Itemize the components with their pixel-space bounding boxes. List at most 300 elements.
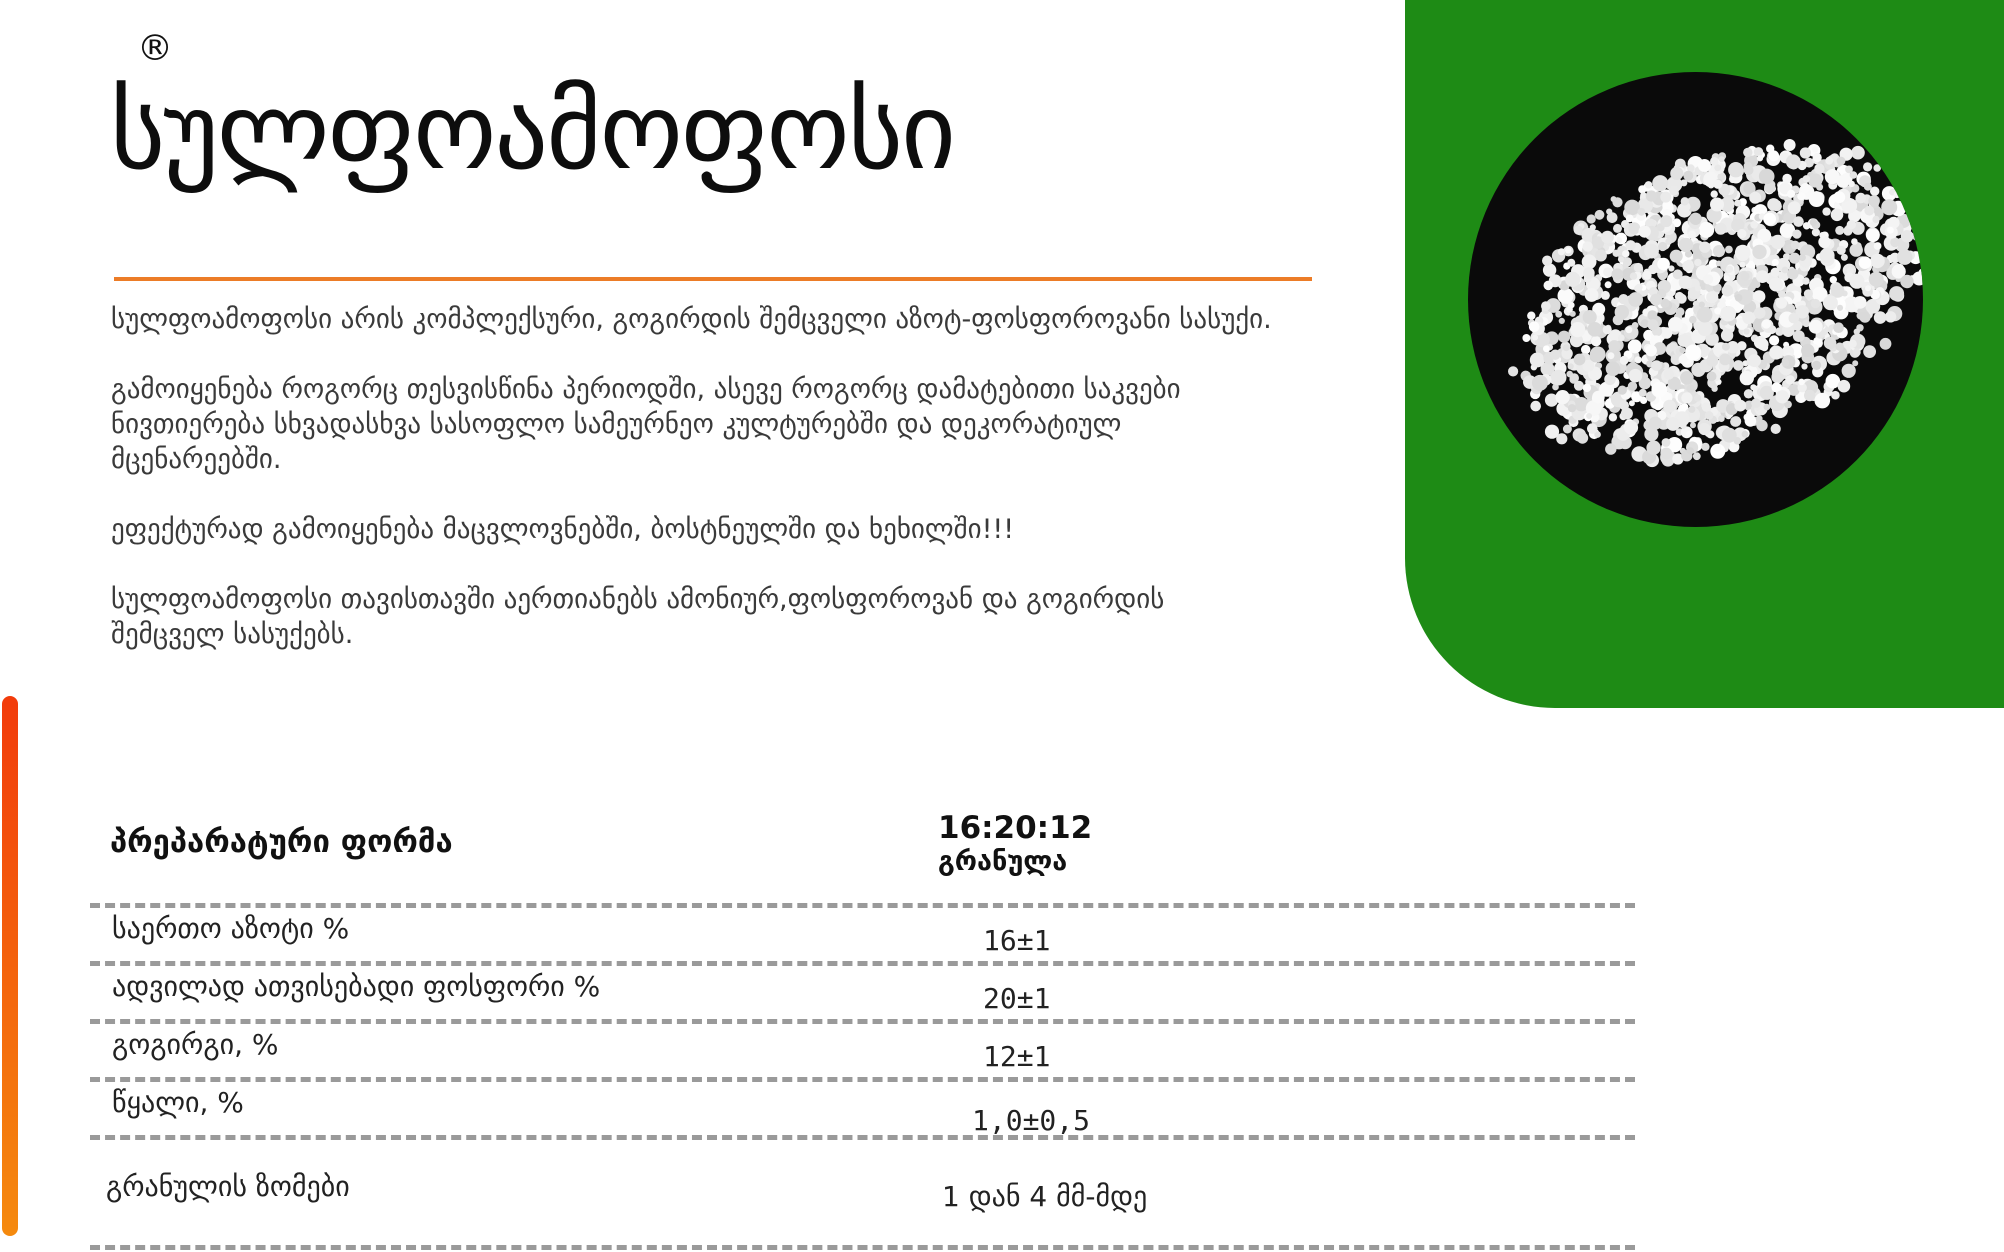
granule xyxy=(1782,267,1789,274)
granule xyxy=(1725,246,1733,254)
granule xyxy=(1757,155,1763,161)
granule xyxy=(1801,183,1811,193)
granule xyxy=(1644,244,1659,259)
granule xyxy=(1670,250,1683,263)
granule xyxy=(1706,291,1718,303)
granule xyxy=(1845,166,1853,174)
granule xyxy=(1574,226,1583,235)
granule xyxy=(1804,390,1815,401)
granule xyxy=(1859,256,1872,269)
granule xyxy=(1854,296,1867,309)
granule xyxy=(1701,443,1709,451)
granule xyxy=(1719,354,1731,366)
granule xyxy=(1613,250,1620,257)
granule xyxy=(1800,147,1811,158)
granule xyxy=(1647,310,1657,320)
granule xyxy=(1831,284,1845,298)
granule xyxy=(1660,448,1672,460)
granule xyxy=(1754,147,1763,156)
granule xyxy=(1522,334,1530,342)
granule xyxy=(1612,268,1624,280)
granule xyxy=(1645,181,1652,188)
description-paragraph: სულფოამოფოსი არის კომპლექსური, გოგირდის შემცველი აზოტ-ფოსფოროვანი სასუქი. xyxy=(111,304,1272,335)
granule xyxy=(1622,250,1629,257)
granule xyxy=(1660,192,1671,203)
granule xyxy=(1632,322,1639,329)
granule xyxy=(1762,319,1771,328)
granule xyxy=(1759,169,1775,185)
granule xyxy=(1652,175,1668,191)
granule xyxy=(1901,230,1914,243)
granule xyxy=(1735,294,1743,302)
granule xyxy=(1698,222,1714,238)
granule xyxy=(1772,259,1779,266)
granule xyxy=(1872,216,1879,223)
granule xyxy=(1863,162,1872,171)
granule xyxy=(1786,154,1801,169)
granule xyxy=(1767,198,1780,211)
granule xyxy=(1789,253,1800,264)
granule xyxy=(1699,302,1705,308)
granule xyxy=(1847,220,1856,229)
granule xyxy=(1836,343,1844,351)
granule xyxy=(1742,311,1755,324)
granule xyxy=(1587,214,1596,223)
granule xyxy=(1864,206,1874,216)
granule xyxy=(1849,340,1857,348)
granule xyxy=(1605,281,1612,288)
granule xyxy=(1881,199,1897,215)
granule xyxy=(1592,391,1605,404)
granule xyxy=(1768,150,1779,161)
granule xyxy=(1855,193,1866,204)
granule xyxy=(1634,263,1643,272)
granule xyxy=(1649,417,1662,430)
spec-value: 20±1 xyxy=(983,982,1051,1015)
granule xyxy=(1874,311,1887,324)
granule xyxy=(1757,338,1769,350)
spec-value: 1 დან 4 მმ-მდე xyxy=(942,1180,1148,1213)
granule xyxy=(1793,216,1804,227)
granule xyxy=(1801,344,1814,357)
granule xyxy=(1711,190,1718,197)
granule xyxy=(1837,305,1843,311)
granule xyxy=(1583,267,1595,279)
granule xyxy=(1833,322,1844,333)
granule xyxy=(1565,247,1571,253)
granule xyxy=(1619,401,1629,411)
granule xyxy=(1737,229,1746,238)
spec-value: 12±1 xyxy=(983,1040,1051,1073)
granule xyxy=(1544,281,1554,291)
granule xyxy=(1720,306,1736,322)
spec-row xyxy=(90,1077,1635,1140)
granule xyxy=(1626,326,1633,333)
granule xyxy=(1645,345,1657,357)
granule xyxy=(1563,344,1570,351)
granule xyxy=(1630,272,1637,279)
spec-name: გრანულის ზომები xyxy=(106,1170,350,1203)
granule xyxy=(1606,362,1621,377)
granule xyxy=(1703,274,1713,284)
granule xyxy=(1657,258,1670,271)
granule xyxy=(1771,424,1781,434)
granule xyxy=(1695,285,1701,291)
granule xyxy=(1718,415,1725,422)
granule xyxy=(1751,398,1761,408)
granule xyxy=(1551,370,1567,386)
granule xyxy=(1558,331,1570,343)
granule xyxy=(1716,261,1722,267)
granule xyxy=(1868,195,1880,207)
granule xyxy=(1749,192,1761,204)
granule xyxy=(1801,363,1807,369)
granule xyxy=(1740,371,1754,385)
granule xyxy=(1900,275,1913,288)
granule xyxy=(1869,272,1884,287)
granule xyxy=(1756,270,1769,283)
granule xyxy=(1809,320,1823,334)
granule xyxy=(1831,209,1844,222)
granule xyxy=(1651,360,1662,371)
granule xyxy=(1711,386,1717,392)
granule xyxy=(1811,299,1820,308)
granule xyxy=(1782,359,1789,366)
granule xyxy=(1613,224,1622,233)
granule xyxy=(1677,334,1690,347)
granule xyxy=(1666,417,1680,431)
granule xyxy=(1724,275,1730,281)
granule xyxy=(1563,425,1572,434)
granule xyxy=(1574,354,1586,366)
granule xyxy=(1792,230,1801,239)
granule xyxy=(1728,162,1743,177)
granule xyxy=(1628,382,1637,391)
granule xyxy=(1710,157,1719,166)
granule xyxy=(1750,221,1758,229)
granule xyxy=(1722,285,1734,297)
granule xyxy=(1595,250,1607,262)
spec-value: 1,0±0,5 xyxy=(972,1104,1091,1137)
granule xyxy=(1686,431,1692,437)
granule xyxy=(1590,224,1596,230)
granule xyxy=(1676,307,1685,316)
granule xyxy=(1687,447,1694,454)
granule xyxy=(1681,197,1689,205)
granule xyxy=(1706,355,1718,367)
granule xyxy=(1713,245,1725,257)
description-paragraph: ეფექტურად გამოიყენება მაცვლოვნებში, ბოსტნეულში და ხეხილში!!! xyxy=(111,514,1015,545)
granule xyxy=(1651,382,1667,398)
spec-name: საერთო აზოტი % xyxy=(112,912,350,945)
granule xyxy=(1742,431,1749,438)
granule xyxy=(1702,402,1711,411)
granule xyxy=(1687,385,1695,393)
granule xyxy=(1769,345,1783,359)
spec-name: ადვილად ათვისებადი ფოსფორი % xyxy=(112,970,601,1003)
granule xyxy=(1620,356,1629,365)
granule xyxy=(1587,423,1598,434)
granule xyxy=(1624,421,1638,435)
granule xyxy=(1628,292,1643,307)
granule xyxy=(1831,391,1840,400)
title-underline xyxy=(114,277,1312,281)
granule xyxy=(1866,228,1880,242)
granule xyxy=(1833,191,1845,203)
granule xyxy=(1788,201,1801,214)
granule xyxy=(1763,213,1776,226)
granule xyxy=(1854,329,1860,335)
granule xyxy=(1890,237,1900,247)
granule xyxy=(1740,272,1749,281)
granule xyxy=(1603,267,1612,276)
granule xyxy=(1577,432,1588,443)
granule xyxy=(1885,311,1896,322)
granule xyxy=(1874,242,1882,250)
granule xyxy=(1785,375,1795,385)
granule xyxy=(1639,389,1647,397)
granule xyxy=(1756,420,1767,431)
granule xyxy=(1532,335,1538,341)
product-description xyxy=(111,302,1281,687)
granule xyxy=(1818,236,1830,248)
formulation-type: გრანულა xyxy=(938,846,1068,877)
granule xyxy=(1543,345,1550,352)
granule xyxy=(1835,226,1844,235)
granule xyxy=(1647,319,1658,330)
granule xyxy=(1912,272,1923,286)
granule xyxy=(1618,386,1627,395)
granule xyxy=(1658,242,1667,251)
granule xyxy=(1558,248,1565,255)
granule xyxy=(1662,438,1671,447)
granule xyxy=(1838,380,1851,393)
granule xyxy=(1690,422,1696,428)
granule xyxy=(1527,312,1535,320)
granule xyxy=(1688,231,1696,239)
granule xyxy=(1782,174,1792,184)
granule xyxy=(1887,227,1894,234)
granule xyxy=(1733,360,1744,371)
granule xyxy=(1823,296,1838,311)
granule xyxy=(1793,330,1805,342)
granule xyxy=(1734,400,1746,412)
granule xyxy=(1798,379,1805,386)
granule xyxy=(1688,406,1695,413)
granule xyxy=(1852,360,1858,366)
granule xyxy=(1605,443,1616,454)
granule xyxy=(1784,139,1796,151)
granules-photo xyxy=(1468,72,1923,527)
granule xyxy=(1532,375,1548,391)
npk-formula: 16:20:12 xyxy=(938,810,1093,846)
granule xyxy=(1802,277,1809,284)
granule xyxy=(1615,305,1629,319)
granule xyxy=(1752,245,1766,259)
granule xyxy=(1722,428,1737,443)
granule xyxy=(1626,215,1634,223)
granule xyxy=(1618,334,1625,341)
granule xyxy=(1664,369,1674,379)
granule xyxy=(1769,278,1783,292)
granule xyxy=(1607,212,1618,223)
granule xyxy=(1731,416,1742,427)
granule xyxy=(1642,271,1651,280)
granule xyxy=(1550,350,1560,360)
granule xyxy=(1743,328,1749,334)
granule xyxy=(1530,401,1541,412)
granule xyxy=(1565,272,1580,287)
granule xyxy=(1715,223,1727,235)
granule xyxy=(1595,210,1605,220)
granule xyxy=(1618,256,1624,262)
granule xyxy=(1748,354,1761,367)
granule xyxy=(1698,423,1710,435)
granule xyxy=(1669,186,1679,196)
granule xyxy=(1830,276,1837,283)
description-paragraph: გამოიყენება როგორც თესვისწინა პერიოდში, ასევე როგორც დამატებითი საკვები ნივთიერება სხვადასხვა სასოფლო სამეურნეო კულტურებში და დეკორატიულ მცენარეებში. xyxy=(111,374,1181,475)
granule xyxy=(1851,146,1865,160)
granule xyxy=(1791,241,1800,250)
granule xyxy=(1812,146,1818,152)
granule xyxy=(1585,288,1599,302)
granule xyxy=(1851,238,1858,245)
granule xyxy=(1714,307,1721,314)
spec-value: 16±1 xyxy=(983,924,1051,957)
granule xyxy=(1629,400,1635,406)
granule xyxy=(1670,167,1683,180)
granule xyxy=(1705,411,1714,420)
granule xyxy=(1744,389,1753,398)
granule xyxy=(1629,369,1643,383)
granule xyxy=(1586,413,1592,419)
granule xyxy=(1837,157,1846,166)
granule xyxy=(1850,243,1863,256)
granule xyxy=(1789,313,1800,324)
spec-row xyxy=(90,903,1635,966)
granule xyxy=(1570,322,1585,337)
granule xyxy=(1623,257,1632,266)
granule xyxy=(1812,361,1821,370)
granule xyxy=(1529,321,1540,332)
granules-image xyxy=(1468,72,1923,527)
granule xyxy=(1646,441,1660,455)
granule xyxy=(1694,259,1701,266)
granule xyxy=(1719,156,1725,162)
granule xyxy=(1825,157,1833,165)
granule xyxy=(1870,254,1885,269)
granule xyxy=(1668,317,1683,332)
granule xyxy=(1743,148,1752,157)
granule xyxy=(1803,222,1810,229)
granule xyxy=(1822,207,1830,215)
granule xyxy=(1699,242,1710,253)
granule xyxy=(1722,343,1730,351)
spec-name: გოგირგი, % xyxy=(112,1028,279,1061)
granule xyxy=(1683,171,1693,181)
granule xyxy=(1603,325,1612,334)
granule xyxy=(1636,284,1643,291)
granule xyxy=(1853,348,1861,356)
granule xyxy=(1693,452,1701,460)
granule xyxy=(1837,246,1846,255)
granule xyxy=(1698,159,1711,172)
granule xyxy=(1542,256,1552,266)
granule xyxy=(1717,400,1726,409)
granule xyxy=(1815,393,1831,409)
table-bottom-divider xyxy=(90,1245,1635,1250)
spec-row xyxy=(90,1019,1635,1082)
granule xyxy=(1689,316,1697,324)
granule xyxy=(1889,286,1904,301)
granule xyxy=(1812,228,1820,236)
granule xyxy=(1880,338,1892,350)
granule xyxy=(1601,231,1614,244)
granule xyxy=(1685,345,1701,361)
granule xyxy=(1713,444,1721,452)
granule xyxy=(1820,248,1835,263)
granule xyxy=(1694,394,1701,401)
granule xyxy=(1650,294,1662,306)
granule xyxy=(1859,312,1870,323)
granule xyxy=(1841,254,1848,261)
granule xyxy=(1824,337,1837,350)
spec-name: წყალი, % xyxy=(112,1086,244,1119)
granule xyxy=(1607,352,1614,359)
granule xyxy=(1873,164,1881,172)
granule xyxy=(1804,289,1813,298)
granule xyxy=(1680,371,1694,385)
granule xyxy=(1660,215,1672,227)
granule xyxy=(1864,183,1872,191)
spec-header xyxy=(90,800,1635,900)
granule xyxy=(1590,346,1606,362)
granule xyxy=(1726,266,1733,273)
granule xyxy=(1713,180,1722,189)
granule xyxy=(1612,197,1622,207)
granule xyxy=(1682,261,1693,272)
granule xyxy=(1556,433,1567,444)
granule xyxy=(1776,297,1787,308)
granule xyxy=(1568,302,1575,309)
granule xyxy=(1799,254,1806,261)
granule xyxy=(1609,413,1617,421)
granule xyxy=(1635,356,1642,363)
granule xyxy=(1639,226,1651,238)
registered-trademark-mark: ® xyxy=(137,28,173,69)
granule xyxy=(1810,219,1817,226)
granule xyxy=(1559,318,1565,324)
granule xyxy=(1735,245,1751,261)
granule xyxy=(1583,241,1593,251)
granule xyxy=(1640,192,1647,199)
granule xyxy=(1581,345,1590,354)
granule xyxy=(1624,200,1640,216)
granule xyxy=(1734,200,1741,207)
granule xyxy=(1591,336,1601,346)
granule xyxy=(1731,260,1737,266)
granule xyxy=(1555,390,1569,404)
granule xyxy=(1797,192,1805,200)
granule xyxy=(1508,366,1518,376)
granule xyxy=(1697,321,1712,336)
spec-row xyxy=(90,961,1635,1024)
granule xyxy=(1739,262,1745,268)
granule xyxy=(1570,373,1579,382)
description-paragraph: სულფოამოფოსი თავისთავში აერთიანებს ამონიურ,ფოსფოროვან და გოგირდის შემცველ სასუქებს. xyxy=(111,584,1165,650)
granule xyxy=(1568,363,1574,369)
granule xyxy=(1689,213,1701,225)
